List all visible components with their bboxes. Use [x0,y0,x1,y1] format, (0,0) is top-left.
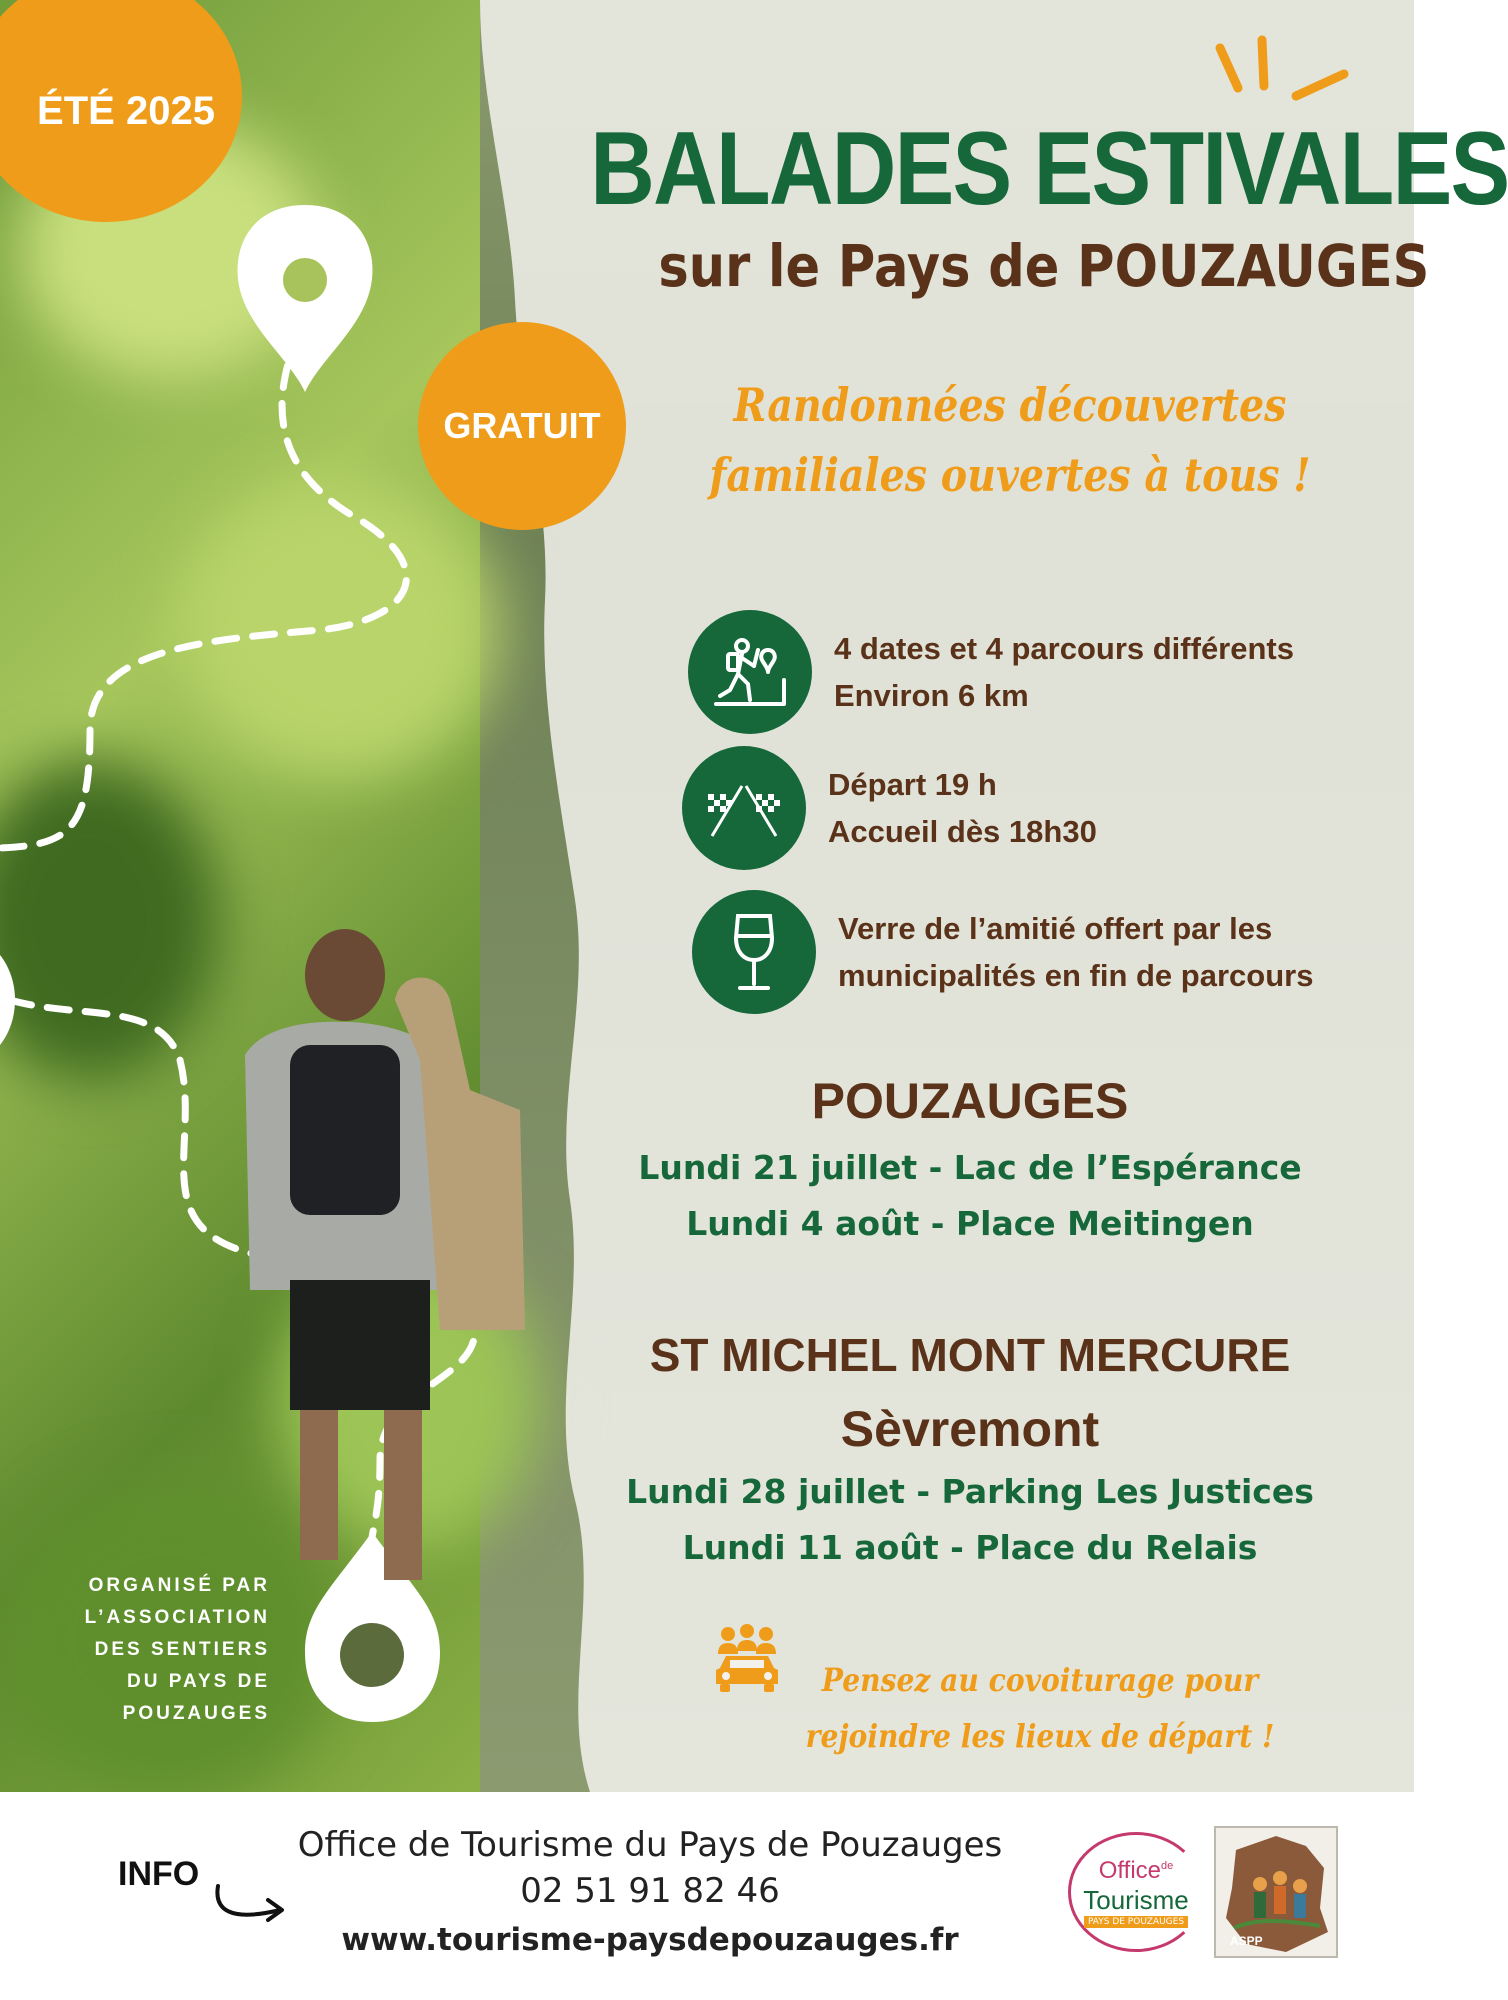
map-pin-fragment [0,955,15,1045]
info-row-departure [682,746,1097,870]
info-line: Départ 19 h [828,767,997,802]
logo-office-text: Office$^{de}$ [1098,1856,1174,1884]
hiker-leg [384,1410,422,1580]
carpool-message [760,1652,1320,1764]
info-line: municipalités en fin de parcours [838,958,1314,993]
hiker-head [305,929,385,1021]
sun-ray [1262,40,1264,86]
phone-number[interactable]: 02 51 91 82 46 [520,1871,780,1911]
tagline-line: familiales ouvertes à tous ! [709,448,1311,502]
organiser-line: ORGANISÉ PAR [88,1575,270,1596]
logo-tourisme-text: Tourisme [1083,1884,1189,1915]
info-text [834,625,1294,719]
backpack [290,1045,400,1215]
logo-de-text: de [1161,1859,1174,1872]
town-stmichel-dates [560,1464,1380,1576]
date-entry: Lundi 4 août - Place Meitingen [686,1204,1254,1243]
map-pin-hole [340,1623,404,1687]
organiser-line: L’ASSOCIATION [84,1607,270,1628]
info-row-routes [688,610,1294,734]
organiser-line: DU PAYS DE [127,1671,270,1692]
organiser-line: DES SENTIERS [94,1639,270,1660]
hiker-leg [300,1410,338,1560]
page-subtitle: sur le Pays de POUZAUGES [658,232,1430,300]
organiser-line: POUZAUGES [122,1703,270,1724]
season-badge-text: ÉTÉ 2025 [37,88,215,133]
carpool-line: rejoindre les lieux de départ ! [805,1717,1275,1755]
office-name: Office de Tourisme du Pays de Pouzauges [297,1825,1003,1865]
info-line: Accueil dès 18h30 [828,814,1097,849]
tagline [640,370,1380,510]
aspp-logo [1214,1826,1338,1958]
checkered-flags-icon [682,746,806,870]
town-pouzauges-title: POUZAUGES [811,1073,1129,1129]
organiser-credit [40,1570,270,1730]
hiker-shorts [290,1280,430,1410]
free-badge [418,322,626,530]
info-line: Environ 6 km [834,678,1029,713]
town-stmichel-title: ST MICHEL MONT MERCURE [649,1329,1291,1381]
logo-band-text: PAYS DE POUZAUGES [1084,1916,1188,1928]
town-pouzauges-dates [560,1140,1380,1252]
map-pin-hole [283,258,327,302]
tourism-office-logo [1068,1832,1204,1952]
footer-contact [230,1822,1070,1966]
website-link[interactable]: www.tourisme-paysdepouzauges.fr [341,1922,959,1958]
info-label: INFO [118,1855,200,1893]
tagline-line: Randonnées découvertes [733,378,1287,432]
hiker-icon [688,610,812,734]
aspp-text: ASPP [1230,1934,1263,1948]
info-text [838,905,1313,999]
date-entry: Lundi 28 juillet - Parking Les Justices [626,1472,1314,1511]
town-sevremont-subtitle: Sèvremont [840,1401,1100,1457]
wine-glass-icon [692,890,816,1014]
info-line: Verre de l’amitié offert par les [838,911,1273,946]
carpool-line: Pensez au covoiturage pour [821,1661,1259,1699]
info-row-drink [692,890,1313,1014]
free-badge-text: GRATUIT [443,405,601,446]
info-text [828,761,1097,855]
page-title: BALADES ESTIVALES [590,111,1508,227]
date-entry: Lundi 11 août - Place du Relais [682,1528,1258,1567]
dashed-trail [0,330,406,848]
info-line: 4 dates et 4 parcours différents [834,631,1294,666]
date-entry: Lundi 21 juillet - Lac de l’Espérance [638,1148,1302,1187]
